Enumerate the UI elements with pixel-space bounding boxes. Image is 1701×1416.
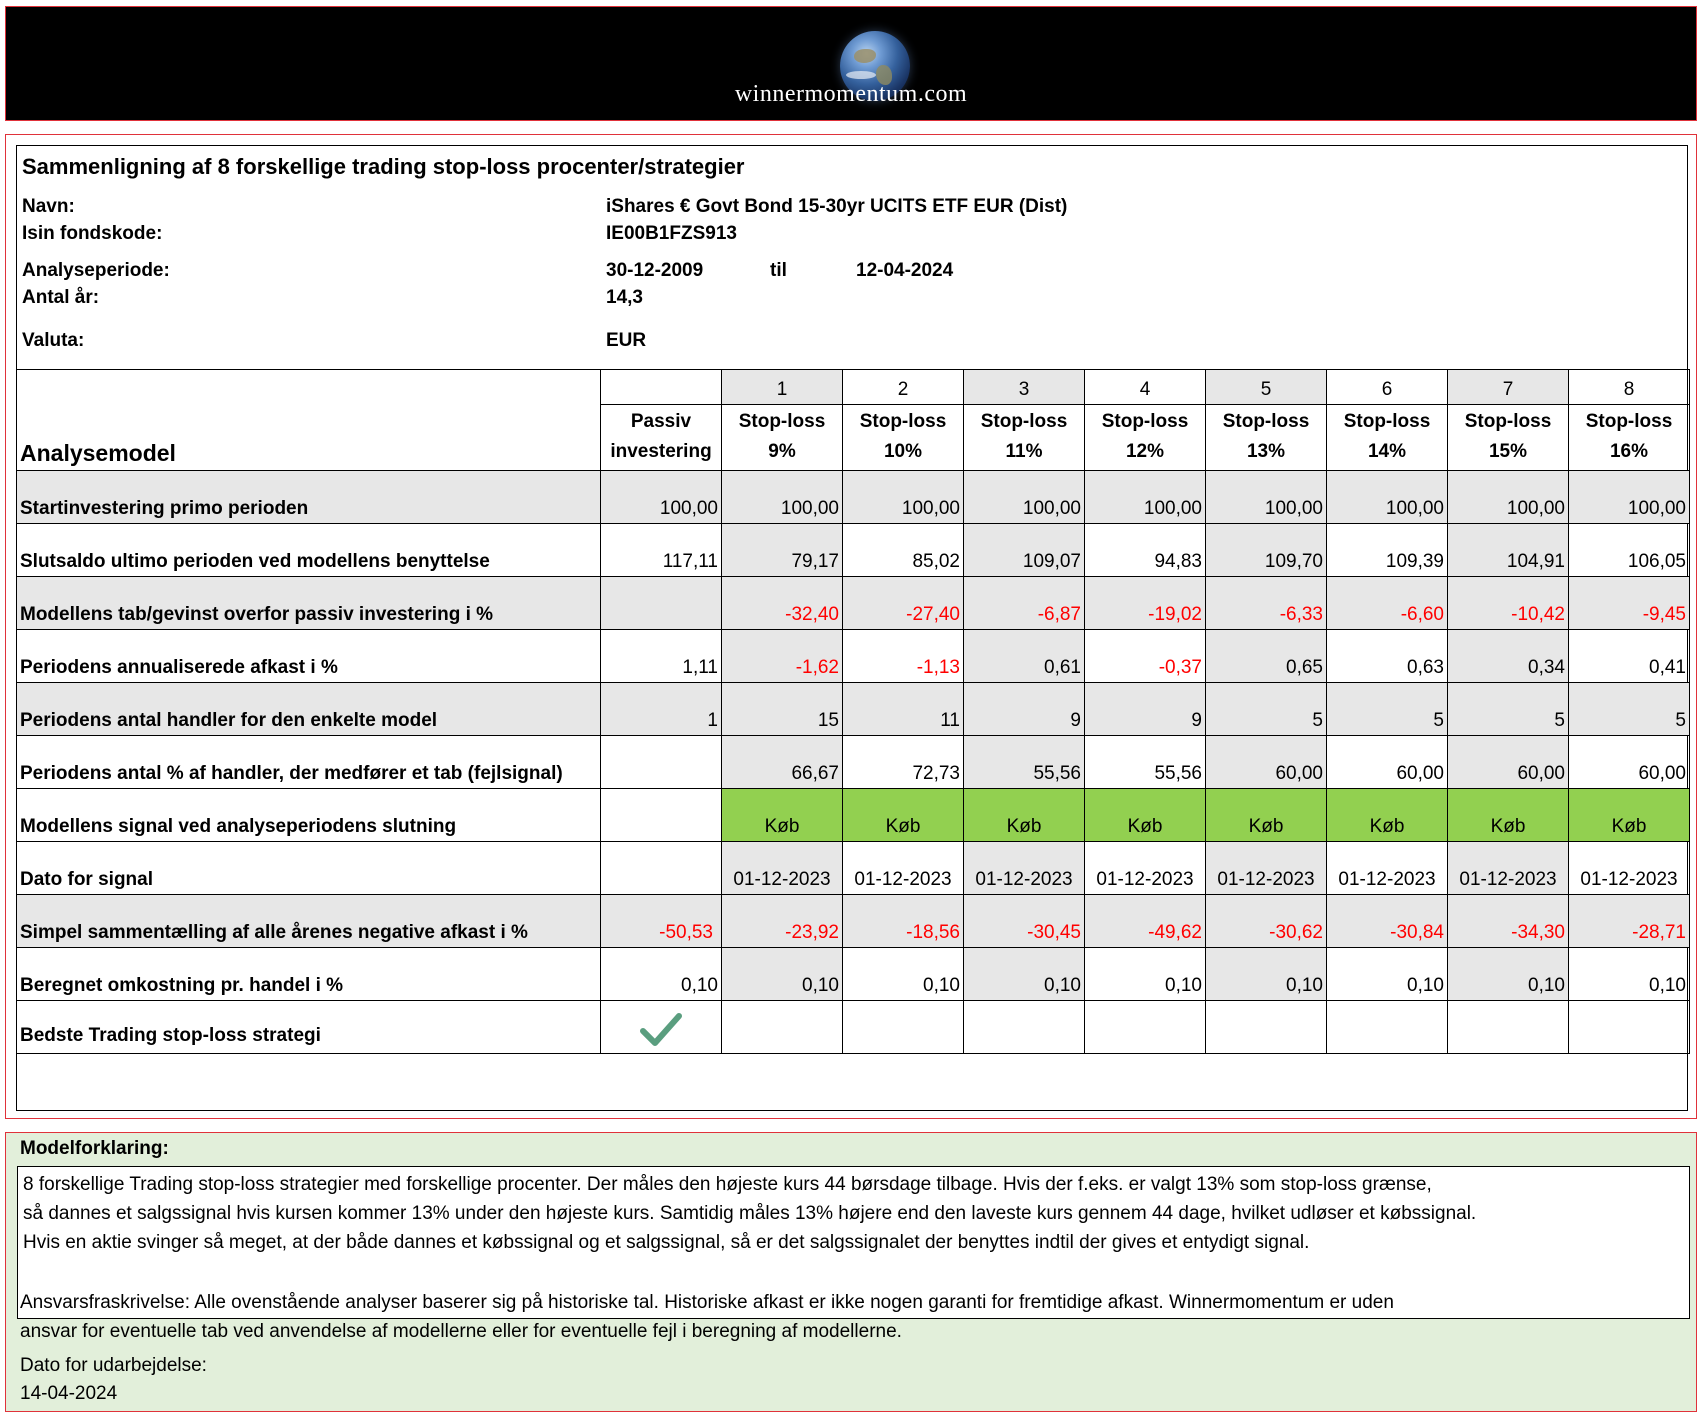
aar-label: Antal år: [22, 287, 100, 308]
best-strategy-cell [1327, 1001, 1448, 1054]
column-header: Passiv investering [601, 405, 722, 471]
comparison-table [16, 369, 1690, 1054]
best-strategy-cell [1085, 1001, 1206, 1054]
table-row [17, 842, 1690, 895]
table-cell: Køb [1569, 789, 1690, 842]
table-cell: 01-12-2023 [1085, 842, 1206, 895]
best-strategy-cell [1206, 1001, 1327, 1054]
row-label: Modellens tab/gevinst overfor passiv investering i % [17, 577, 601, 630]
column-number: 8 [1569, 370, 1690, 405]
table-cell: 60,00 [1206, 736, 1327, 789]
table-cell: -50,53 [601, 895, 722, 948]
table-cell: 11 [843, 683, 964, 736]
row-label: Periodens antal % af handler, der medfører et tab (fejlsignal) [17, 736, 601, 789]
table-cell: 0,10 [1448, 948, 1569, 1001]
table-cell: Køb [843, 789, 964, 842]
table-row [17, 789, 1690, 842]
table-cell: 5 [1448, 683, 1569, 736]
table-cell: -0,37 [1085, 630, 1206, 683]
disclaimer-line: Ansvarsfraskrivelse: Alle ovenstående analyser baserer sig på historiske tal. Historiske afkast er ikke nogen garanti for fremtidige afkast. Winnermomentum er uden [20, 1292, 1394, 1313]
table-cell: 60,00 [1448, 736, 1569, 789]
table-row [17, 895, 1690, 948]
table-cell: 0,10 [601, 948, 722, 1001]
table-row [17, 683, 1690, 736]
table-cell: -6,87 [964, 577, 1085, 630]
table-cell: 72,73 [843, 736, 964, 789]
column-number: 4 [1085, 370, 1206, 405]
modelforklaring-title: Modelforklaring: [20, 1138, 169, 1159]
table-row [17, 524, 1690, 577]
table-cell: 100,00 [843, 471, 964, 524]
table-cell: 5 [1569, 683, 1690, 736]
model-explanation-panel [5, 1132, 1697, 1412]
table-cell: 100,00 [1206, 471, 1327, 524]
table-cell: 100,00 [964, 471, 1085, 524]
column-header: Stop-loss 14% [1327, 405, 1448, 471]
table-cell: Køb [1448, 789, 1569, 842]
table-cell: -18,56 [843, 895, 964, 948]
column-number: 7 [1448, 370, 1569, 405]
column-header: Stop-loss 10% [843, 405, 964, 471]
prepared-date-value: 14-04-2024 [20, 1383, 118, 1404]
best-strategy-cell [601, 1001, 722, 1054]
best-strategy-cell [843, 1001, 964, 1054]
periode-to: 12-04-2024 [856, 260, 954, 281]
table-cell: 0,10 [1085, 948, 1206, 1001]
table-cell: 100,00 [1085, 471, 1206, 524]
periode-til: til [770, 260, 787, 281]
table-cell [601, 842, 722, 895]
table-cell [601, 736, 722, 789]
table-cell: 01-12-2023 [964, 842, 1085, 895]
navn-value: iShares € Govt Bond 15-30yr UCITS ETF EUR (Dist) [606, 196, 1068, 217]
table-cell: 109,39 [1327, 524, 1448, 577]
table-cell: 01-12-2023 [1448, 842, 1569, 895]
header-number-row [17, 370, 1690, 405]
table-cell: -9,45 [1569, 577, 1690, 630]
table-cell: 01-12-2023 [843, 842, 964, 895]
table-cell: -32,40 [722, 577, 843, 630]
page-title: Sammenligning af 8 forskellige trading stop-loss procenter/strategier [22, 154, 745, 179]
table-cell: 0,61 [964, 630, 1085, 683]
best-strategy-row [17, 1001, 1690, 1054]
table-cell: -30,84 [1327, 895, 1448, 948]
checkmark-icon [639, 1011, 683, 1049]
best-strategy-cell [964, 1001, 1085, 1054]
row-label: Beregnet omkostning pr. handel i % [17, 948, 601, 1001]
column-number: 2 [843, 370, 964, 405]
table-cell [601, 577, 722, 630]
table-cell: Køb [1206, 789, 1327, 842]
table-cell: -1,62 [722, 630, 843, 683]
table-cell: 60,00 [1569, 736, 1690, 789]
table-cell: 0,10 [1206, 948, 1327, 1001]
table-cell: 0,41 [1569, 630, 1690, 683]
table-cell: -10,42 [1448, 577, 1569, 630]
table-cell: Køb [1327, 789, 1448, 842]
table-cell [601, 789, 722, 842]
column-number: 3 [964, 370, 1085, 405]
table-cell: 104,91 [1448, 524, 1569, 577]
row-label: Modellens signal ved analyseperiodens slutning [17, 789, 601, 842]
header-number-cell [601, 370, 722, 405]
table-cell: -34,30 [1448, 895, 1569, 948]
analysemodel-cell [17, 370, 601, 471]
periode-label: Analyseperiode: [22, 260, 170, 281]
best-strategy-label: Bedste Trading stop-loss strategi [17, 1001, 601, 1054]
table-row [17, 630, 1690, 683]
table-cell: -28,71 [1569, 895, 1690, 948]
column-number: 1 [722, 370, 843, 405]
table-cell: 94,83 [1085, 524, 1206, 577]
column-header: Stop-loss 11% [964, 405, 1085, 471]
table-cell: 01-12-2023 [1569, 842, 1690, 895]
table-row [17, 471, 1690, 524]
table-cell: -23,92 [722, 895, 843, 948]
table-cell: 106,05 [1569, 524, 1690, 577]
isin-label: Isin fondskode: [22, 223, 163, 244]
column-header: Stop-loss 12% [1085, 405, 1206, 471]
table-row [17, 577, 1690, 630]
table-cell: 100,00 [601, 471, 722, 524]
row-label: Periodens annualiserede afkast i % [17, 630, 601, 683]
table-cell: 79,17 [722, 524, 843, 577]
table-cell: -30,62 [1206, 895, 1327, 948]
row-label: Simpel sammentælling af alle årenes negative afkast i % [17, 895, 601, 948]
table-cell: -1,13 [843, 630, 964, 683]
column-header: Stop-loss 13% [1206, 405, 1327, 471]
row-label: Periodens antal handler for den enkelte model [17, 683, 601, 736]
table-cell: 0,34 [1448, 630, 1569, 683]
row-label: Startinvestering primo perioden [17, 471, 601, 524]
table-cell: 5 [1206, 683, 1327, 736]
column-number: 6 [1327, 370, 1448, 405]
column-header: Stop-loss 15% [1448, 405, 1569, 471]
isin-value: IE00B1FZS913 [606, 223, 737, 244]
table-cell: 117,11 [601, 524, 722, 577]
column-header: Stop-loss 16% [1569, 405, 1690, 471]
table-cell: 1,11 [601, 630, 722, 683]
disclaimer [20, 1288, 1680, 1346]
table-cell: 0,65 [1206, 630, 1327, 683]
table-cell: 100,00 [1448, 471, 1569, 524]
aar-value: 14,3 [606, 287, 643, 308]
table-cell: 66,67 [722, 736, 843, 789]
table-cell: 55,56 [964, 736, 1085, 789]
site-name: winnermomentum.com [734, 81, 968, 107]
best-strategy-cell [722, 1001, 843, 1054]
table-cell: 0,10 [964, 948, 1085, 1001]
table-cell: 0,10 [722, 948, 843, 1001]
table-cell: 0,10 [1569, 948, 1690, 1001]
column-number: 5 [1206, 370, 1327, 405]
table-row [17, 736, 1690, 789]
column-header: Stop-loss 9% [722, 405, 843, 471]
table-cell: 100,00 [1327, 471, 1448, 524]
table-cell: 100,00 [1569, 471, 1690, 524]
table-cell: 0,10 [843, 948, 964, 1001]
best-strategy-cell [1448, 1001, 1569, 1054]
table-cell: Køb [722, 789, 843, 842]
table-cell: -19,02 [1085, 577, 1206, 630]
explanation-line: 8 forskellige Trading stop-loss strategier med forskellige procenter. Der måles den højeste kurs 44 børsdage tilbage. Hvis der f.eks. er valgt 13% som stop-loss grænse, [23, 1174, 1432, 1195]
analysis-panel [5, 134, 1697, 1119]
table-cell: 1 [601, 683, 722, 736]
periode-from: 30-12-2009 [606, 260, 704, 281]
table-cell: 9 [1085, 683, 1206, 736]
table-cell: 15 [722, 683, 843, 736]
row-label: Dato for signal [17, 842, 601, 895]
table-cell: 0,63 [1327, 630, 1448, 683]
analysis-frame [16, 145, 1688, 1111]
table-cell: Køb [964, 789, 1085, 842]
row-label: Slutsaldo ultimo perioden ved modellens benyttelse [17, 524, 601, 577]
table-cell: 109,70 [1206, 524, 1327, 577]
header-banner [5, 6, 1697, 121]
table-cell: -49,62 [1085, 895, 1206, 948]
analysemodel-label: Analysemodel [20, 440, 176, 466]
table-cell: 85,02 [843, 524, 964, 577]
table-cell: 0,10 [1327, 948, 1448, 1001]
table-cell: 109,07 [964, 524, 1085, 577]
table-cell: 60,00 [1327, 736, 1448, 789]
table-cell: 100,00 [722, 471, 843, 524]
table-cell: 5 [1327, 683, 1448, 736]
table-cell: 01-12-2023 [722, 842, 843, 895]
table-cell: -6,60 [1327, 577, 1448, 630]
best-strategy-cell [1569, 1001, 1690, 1054]
table-cell: -27,40 [843, 577, 964, 630]
table-cell: Køb [1085, 789, 1206, 842]
navn-label: Navn: [22, 196, 75, 217]
explanation-line: så dannes et salgssignal hvis kursen kommer 13% under den højeste kurs. Samtidig måles 13% højere end den laveste kurs gennem 44 dage, hvilket udløser et købssignal. [23, 1203, 1477, 1224]
table-cell: -6,33 [1206, 577, 1327, 630]
table-cell: 01-12-2023 [1206, 842, 1327, 895]
prepared-date-label: Dato for udarbejdelse: [20, 1355, 207, 1376]
table-cell: 01-12-2023 [1327, 842, 1448, 895]
valuta-value: EUR [606, 330, 647, 351]
disclaimer-line: ansvar for eventuelle tab ved anvendelse af modellerne eller for eventuelle fejl i beregning af modellerne. [20, 1321, 902, 1342]
table-cell: 9 [964, 683, 1085, 736]
table-cell: -30,45 [964, 895, 1085, 948]
table-row [17, 948, 1690, 1001]
table-cell: 55,56 [1085, 736, 1206, 789]
valuta-label: Valuta: [22, 330, 85, 351]
explanation-line: Hvis en aktie svinger så meget, at der både dannes et købssignal og et salgssignal, så er det salgssignalet der benyttes indtil der gives et entydigt signal. [23, 1232, 1310, 1253]
